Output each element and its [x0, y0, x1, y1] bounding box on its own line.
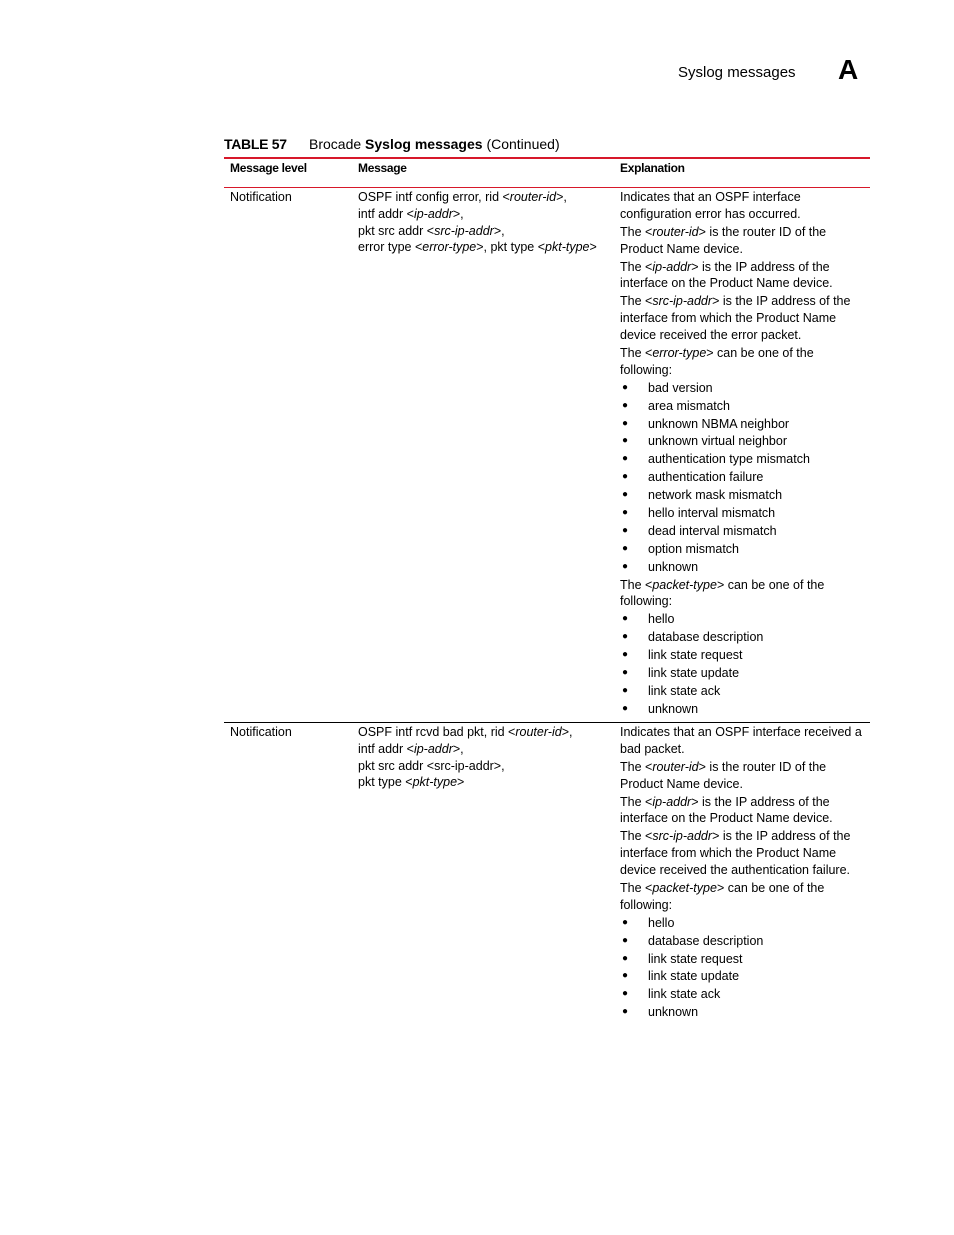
row1-message-line: error type <error-type>, pkt type <pkt-type>	[358, 240, 597, 255]
list-item: ● link state ack	[620, 683, 865, 701]
list-item: ● link state update	[620, 968, 865, 986]
table-caption	[224, 136, 560, 152]
row1-expl-summary: Indicates that an OSPF interface configuration error has occurred.	[620, 190, 801, 221]
row2-expl-packet-type-intro: The <packet-type> can be one of the following:	[620, 880, 825, 912]
list-item: ● link state request	[620, 951, 865, 969]
column-header-level: Message level	[230, 161, 307, 175]
column-header-message: Message	[358, 161, 407, 175]
list-item: ● bad version	[620, 380, 865, 398]
table-top-rule	[224, 157, 870, 159]
row1-expl-error-type-intro: The <error-type> can be one of the following:	[620, 345, 814, 377]
row1-level: Notification	[230, 190, 292, 204]
row1-expl-src-ip-addr: The <src-ip-addr> is the IP address of the interface from which the Product Name device received the error packet.	[620, 294, 851, 342]
row1-message-line: intf addr <ip-addr>,	[358, 206, 464, 221]
list-item: ● dead interval mismatch	[620, 523, 865, 541]
row2-message-line: OSPF intf rcvd bad pkt, rid <router-id>,	[358, 725, 573, 739]
row2-message-line: pkt type <pkt-type>	[358, 775, 465, 790]
row2-explanation	[620, 724, 865, 1022]
list-item: ● link state update	[620, 665, 865, 683]
row1-expl-ip-addr: The <ip-addr> is the IP address of the interface on the Product Name device.	[620, 259, 833, 291]
row-divider	[224, 722, 870, 723]
row1-expl-router-id: The <router-id> is the router ID of the Product Name device.	[620, 224, 827, 256]
list-item: ● hello	[620, 915, 865, 933]
column-header-explanation: Explanation	[620, 161, 685, 175]
row2-message-line: intf addr <ip-addr>,	[358, 741, 464, 756]
row1-message-line: pkt src addr <src-ip-addr>,	[358, 223, 505, 238]
caption-prefix: Brocade	[309, 136, 366, 152]
list-item: ● unknown	[620, 559, 865, 577]
row2-expl-summary: Indicates that an OSPF interface received a bad packet.	[620, 725, 862, 756]
list-item: ● hello interval mismatch	[620, 505, 865, 523]
appendix-letter: A	[838, 54, 859, 85]
list-item: ● hello	[620, 611, 865, 629]
row2-level: Notification	[230, 725, 292, 739]
row1-message-line: OSPF intf config error, rid <router-id>,	[358, 190, 567, 204]
table-number: TABLE 57	[224, 136, 287, 152]
row2-expl-src-ip-addr: The <src-ip-addr> is the IP address of the interface from which the Product Name device received the authentication failure.	[620, 829, 851, 877]
caption-suffix: (Continued)	[482, 136, 560, 152]
list-item: ● unknown virtual neighbor	[620, 433, 865, 451]
list-item: ● unknown	[620, 701, 865, 719]
row1-message	[358, 189, 613, 256]
row2-message	[358, 724, 613, 791]
list-item: ● network mask mismatch	[620, 487, 865, 505]
running-header-title: Syslog messages	[678, 64, 796, 81]
row2-message-line: pkt src addr <src-ip-addr>,	[358, 758, 505, 773]
row2-packet-type-list	[620, 915, 865, 1022]
list-item: ● area mismatch	[620, 398, 865, 416]
header-bottom-rule	[224, 187, 870, 188]
row1-expl-packet-type-intro: The <packet-type> can be one of the following:	[620, 577, 825, 609]
list-item: ● unknown	[620, 1004, 865, 1022]
list-item: ● database description	[620, 629, 865, 647]
row1-explanation	[620, 189, 865, 719]
list-item: ● authentication failure	[620, 469, 865, 487]
row2-expl-router-id: The <router-id> is the router ID of the Product Name device.	[620, 759, 827, 791]
row1-error-type-list	[620, 380, 865, 577]
caption-bold: Syslog messages	[365, 136, 483, 152]
row2-expl-ip-addr: The <ip-addr> is the IP address of the interface on the Product Name device.	[620, 794, 833, 826]
row1-packet-type-list	[620, 611, 865, 718]
list-item: ● option mismatch	[620, 541, 865, 559]
list-item: ● unknown NBMA neighbor	[620, 416, 865, 434]
list-item: ● link state ack	[620, 986, 865, 1004]
list-item: ● link state request	[620, 647, 865, 665]
list-item: ● authentication type mismatch	[620, 451, 865, 469]
list-item: ● database description	[620, 933, 865, 951]
